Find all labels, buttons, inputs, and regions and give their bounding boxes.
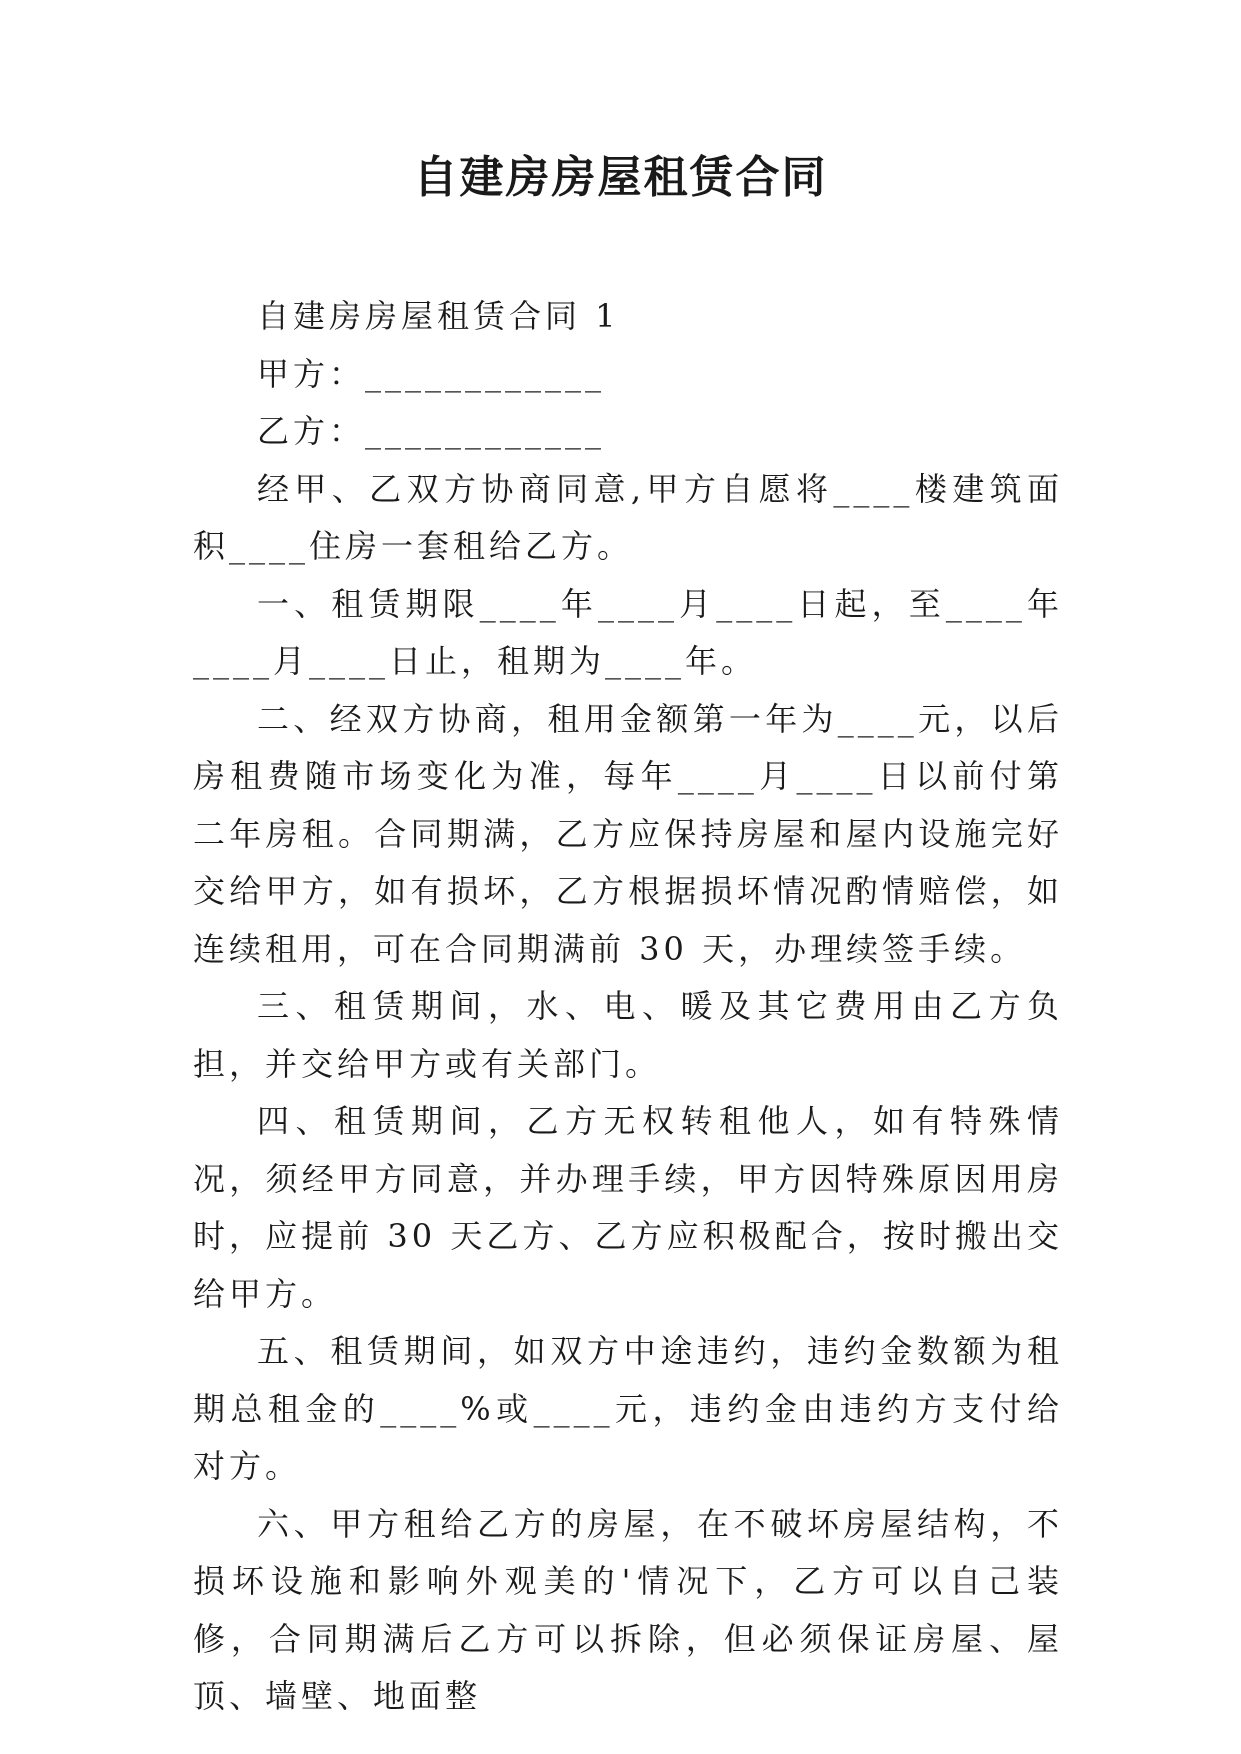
clause-1-lease-term: 一、租赁期限____年____月____日起，至____年____月____日止，租期为____年。 [193, 584, 1063, 680]
clause-4-sublease: 四、租赁期间，乙方无权转租他人，如有特殊情况，须经甲方同意，并办理手续，甲方因特殊原因用房时，应提前 30 天乙方、乙方应积极配合，按时搬出交给甲方。 [193, 1102, 1063, 1313]
party-a-field: 甲方：____________ [257, 354, 606, 393]
preamble-paragraph: 经甲、乙双方协商同意,甲方自愿将____楼建筑面积____住房一套租给乙方。 [193, 469, 1063, 565]
contract-subtitle: 自建房房屋租赁合同 1 [257, 297, 620, 335]
document-title: 自建房房屋租赁合同 [413, 152, 828, 203]
document-body [193, 288, 1063, 1726]
clause-3-utilities: 三、租赁期间，水、电、暖及其它费用由乙方负担，并交给甲方或有关部门。 [193, 987, 1063, 1083]
party-b-field: 乙方：____________ [257, 412, 606, 450]
clause-6-renovation: 六、甲方租给乙方的房屋，在不破坏房屋结构，不损坏设施和影响外观美的'情况下，乙方可以自己装修，合同期满后乙方可以拆除，但必须保证房屋、屋顶、墙壁、地面整 [193, 1504, 1063, 1715]
clause-2-rent: 二、经双方协商，租用金额第一年为____元，以后房租费随市场变化为准，每年____月____日以前付第二年房租。合同期满，乙方应保持房屋和屋内设施完好交给甲方，如有损坏，乙方根据损坏情况酌情赔偿，如连续租用，可在合同期满前 30 天，办理续签手续。 [193, 699, 1063, 968]
clause-5-breach: 五、租赁期间，如双方中途违约，违约金数额为租期总租金的____%或____元，违约金由违约方支付给对方。 [193, 1332, 1063, 1485]
